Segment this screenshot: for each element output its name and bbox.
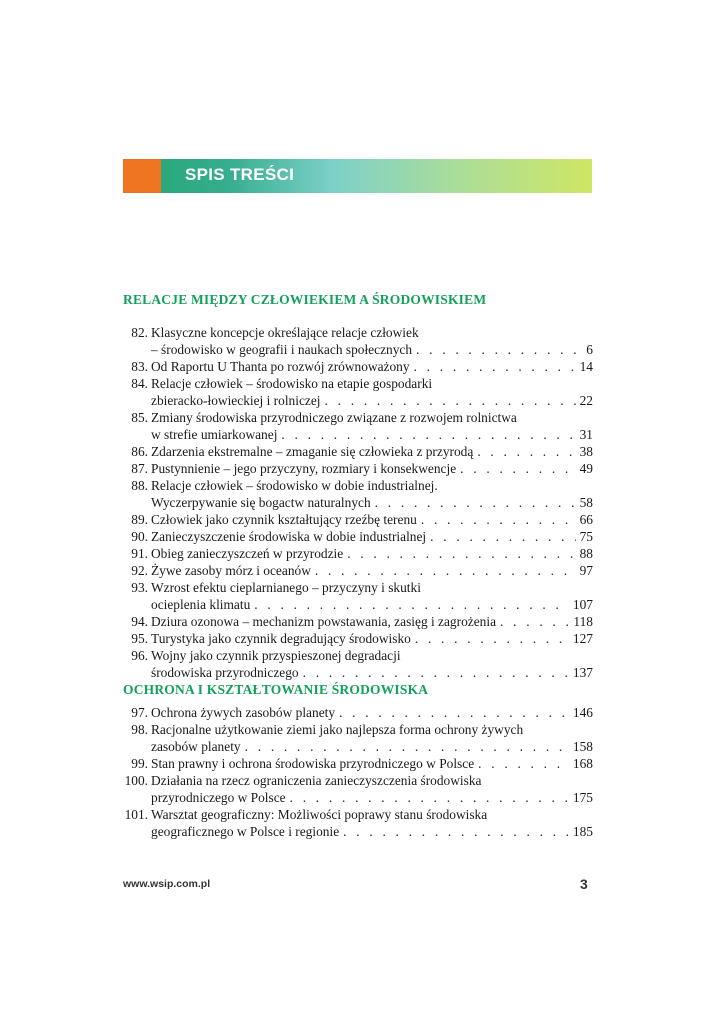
- dot-leader: [281, 426, 575, 443]
- toc-entry[interactable]: [123, 562, 593, 579]
- toc-entry-line: [123, 647, 593, 664]
- toc-entry-page: 22: [579, 393, 593, 408]
- toc-entry-title: w strefie umiarkowanej: [151, 427, 278, 442]
- dot-leader: [415, 630, 569, 647]
- toc-entry-number: 101.: [124, 807, 148, 822]
- toc-entry-number: 82.: [131, 325, 148, 340]
- toc-entry-page: 31: [579, 427, 593, 442]
- toc-entry-title: Klasyczne koncepcje określające relacje człowiek: [151, 325, 419, 340]
- toc-entry-number: 83.: [131, 359, 148, 374]
- toc-entry-page: 14: [579, 359, 593, 374]
- toc-entry-page: 127: [572, 631, 593, 646]
- toc-entry-page: 146: [572, 705, 593, 720]
- toc-entry-title: Zanieczyszczenie środowiska w dobie industrialnej: [151, 529, 427, 544]
- toc-entry-number: 98.: [131, 722, 148, 737]
- toc-entry-page: 6: [586, 342, 593, 357]
- toc-entry-line: [123, 562, 593, 579]
- toc-entry[interactable]: [123, 579, 593, 613]
- toc-entry-page: 107: [572, 597, 593, 612]
- toc-entry-number: 94.: [131, 614, 148, 629]
- toc-entry-number: 100.: [124, 773, 148, 788]
- toc-entry-title: Wojny jako czynnik przyspieszonej degradacji: [151, 648, 401, 663]
- toc-entry[interactable]: [123, 460, 593, 477]
- toc-entry[interactable]: [123, 358, 593, 375]
- dot-leader: [347, 545, 575, 562]
- toc-entry-title: Racjonalne użytkowanie ziemi jako najlepsza forma ochrony żywych: [151, 722, 524, 737]
- toc-entry-page: 118: [573, 614, 593, 629]
- section-title-protection: OCHRONA I KSZTAŁTOWANIE ŚRODOWISKA: [123, 682, 429, 697]
- toc-entry-line: [123, 755, 593, 772]
- toc-entry-line: [123, 494, 593, 511]
- toc-entry-title: Wyczerpywanie się bogactw naturalnych: [151, 495, 371, 510]
- toc-entry-title: Obieg zanieczyszczeń w przyrodzie: [151, 546, 344, 561]
- toc-entry-line: [123, 596, 593, 613]
- toc-entry-line: [123, 443, 593, 460]
- toc-entry-line: [123, 664, 593, 681]
- toc-entry-number: 91.: [131, 546, 148, 561]
- toc-entry[interactable]: [123, 630, 593, 647]
- toc-entry-line: [123, 738, 593, 755]
- toc-entry[interactable]: [123, 704, 593, 721]
- toc-entry[interactable]: [123, 528, 593, 545]
- toc-entry-title: Turystyka jako czynnik degradujący środowisko: [151, 631, 411, 646]
- toc-entry-number: 93.: [131, 580, 148, 595]
- toc-entry-title: Żywe zasoby mórz i oceanów: [151, 563, 311, 578]
- toc-entry-line: [123, 324, 593, 341]
- toc-entry[interactable]: [123, 613, 593, 630]
- toc-entry-number: 97.: [131, 705, 148, 720]
- toc-entry-number: 88.: [131, 478, 148, 493]
- dot-leader: [421, 511, 576, 528]
- toc-entry-title: Pustynnienie – jego przyczyny, rozmiary i konsekwencje: [151, 461, 457, 476]
- toc-entry-title: ocieplenia klimatu: [151, 597, 251, 612]
- toc-entry-page: 97: [579, 563, 593, 578]
- toc-entry-page: 88: [579, 546, 593, 561]
- banner-title: SPIS TREŚCI: [185, 165, 295, 184]
- toc-entry-line: [123, 579, 593, 596]
- toc-entry-number: 89.: [131, 512, 148, 527]
- toc-entry-title: – środowisko w geografii i naukach społecznych: [151, 342, 413, 357]
- toc-entry-title: Człowiek jako czynnik kształtujący rzeźbę terenu: [151, 512, 417, 527]
- toc-entry-line: [123, 426, 593, 443]
- toc-entry-number: 96.: [131, 648, 148, 663]
- toc-entry-number: 90.: [131, 529, 148, 544]
- dot-leader: [478, 755, 569, 772]
- dot-leader: [315, 562, 576, 579]
- toc-entry-page: 168: [572, 756, 593, 771]
- toc-entry-page: 137: [572, 665, 593, 680]
- toc-entry[interactable]: [123, 443, 593, 460]
- toc-entry-title: Relacje człowiek – środowisko w dobie industrialnej.: [151, 478, 438, 493]
- dot-leader: [245, 738, 569, 755]
- dot-leader: [339, 704, 569, 721]
- toc-entry[interactable]: [123, 409, 593, 443]
- dot-leader: [343, 823, 569, 840]
- toc-entry-title: Relacje człowiek – środowisko na etapie gospodarki: [151, 376, 433, 391]
- toc-entry-number: 84.: [131, 376, 148, 391]
- footer-page-number: 3: [580, 876, 588, 892]
- toc-entry-title: zasobów planety: [151, 739, 241, 754]
- toc-entry-page: 58: [579, 495, 593, 510]
- toc-entry-title: geograficznego w Polsce i regionie: [151, 824, 340, 839]
- dot-leader: [254, 596, 569, 613]
- dot-leader: [414, 358, 576, 375]
- toc-entry-title: Dziura ozonowa – mechanizm powstawania, zasięg i zagrożenia: [151, 614, 497, 629]
- toc-entry-title: Ochrona żywych zasobów planety: [151, 705, 336, 720]
- toc-entry[interactable]: [123, 375, 593, 409]
- toc-entry-number: 85.: [131, 410, 148, 425]
- toc-entry-page: 75: [579, 529, 593, 544]
- toc-entry-line: [123, 341, 593, 358]
- toc-entry-line: [123, 392, 593, 409]
- toc-entry-title: środowiska przyrodniczego: [151, 665, 299, 680]
- toc-entry[interactable]: [123, 477, 593, 511]
- toc-entry[interactable]: [123, 324, 593, 358]
- toc-entry-page: 158: [572, 739, 593, 754]
- toc-entry-line: [123, 789, 593, 806]
- footer-url[interactable]: www.wsip.com.pl: [123, 878, 211, 890]
- dot-leader: [500, 613, 569, 630]
- dot-leader: [290, 789, 569, 806]
- dot-leader: [325, 392, 576, 409]
- dot-leader: [477, 443, 575, 460]
- toc-entry-title: Zdarzenia ekstremalne – zmaganie się człowieka z przyrodą: [151, 444, 474, 459]
- toc-entry-page: 38: [579, 444, 593, 459]
- toc-entry-page: 175: [572, 790, 593, 805]
- toc-entry[interactable]: [123, 721, 593, 755]
- toc-entry-line: [123, 511, 593, 528]
- toc-entry-line: [123, 409, 593, 426]
- toc-list-protection: [123, 704, 593, 840]
- toc-entry[interactable]: [123, 647, 593, 681]
- dot-leader: [460, 460, 575, 477]
- toc-entry[interactable]: [123, 772, 593, 806]
- toc-banner: [123, 159, 592, 193]
- dot-leader: [416, 341, 582, 358]
- toc-entry[interactable]: [123, 755, 593, 772]
- toc-entry-page: 49: [579, 461, 593, 476]
- toc-entry-line: [123, 613, 593, 630]
- toc-entry-title: Od Raportu U Thanta po rozwój zrównoważony: [151, 359, 410, 374]
- toc-entry-number: 86.: [131, 444, 148, 459]
- dot-leader: [375, 494, 576, 511]
- toc-entry-line: [123, 477, 593, 494]
- toc-entry-line: [123, 358, 593, 375]
- toc-entry-number: 87.: [131, 461, 148, 476]
- toc-entry-title: Działania na rzecz ograniczenia zanieczyszczenia środowiska: [151, 773, 482, 788]
- toc-entry-number: 92.: [131, 563, 148, 578]
- toc-entry-title: zbieracko-łowieckiej i rolniczej: [151, 393, 321, 408]
- toc-entry-line: [123, 460, 593, 477]
- banner-orange-block: [123, 159, 161, 193]
- toc-entry-page: 185: [572, 824, 593, 839]
- toc-entry-number: 95.: [131, 631, 148, 646]
- toc-entry-page: 66: [579, 512, 593, 527]
- toc-entry-line: [123, 545, 593, 562]
- toc-entry-number: 99.: [131, 756, 148, 771]
- dot-leader: [303, 664, 569, 681]
- toc-entry-line: [123, 823, 593, 840]
- toc-entry[interactable]: [123, 806, 593, 840]
- toc-entry-line: [123, 528, 593, 545]
- toc-entry-title: Wzrost efektu cieplarnianego – przyczyny i skutki: [151, 580, 421, 595]
- toc-list-relations: [123, 324, 593, 681]
- toc-entry-line: [123, 772, 593, 789]
- toc-entry-title: Stan prawny i ochrona środowiska przyrodniczego w Polsce: [151, 756, 475, 771]
- toc-entry[interactable]: [123, 511, 593, 528]
- toc-entry[interactable]: [123, 545, 593, 562]
- dot-leader: [430, 528, 575, 545]
- toc-entry-title: Warsztat geograficzny: Możliwości poprawy stanu środowiska: [151, 807, 488, 822]
- toc-entry-line: [123, 806, 593, 823]
- toc-entry-line: [123, 630, 593, 647]
- toc-entry-title: Zmiany środowiska przyrodniczego związane z rozwojem rolnictwa: [151, 410, 517, 425]
- toc-entry-line: [123, 375, 593, 392]
- toc-entry-line: [123, 704, 593, 721]
- toc-entry-line: [123, 721, 593, 738]
- section-title-relations: RELACJE MIĘDZY CZŁOWIEKIEM A ŚRODOWISKIEM: [123, 292, 487, 307]
- toc-entry-title: przyrodniczego w Polsce: [151, 790, 286, 805]
